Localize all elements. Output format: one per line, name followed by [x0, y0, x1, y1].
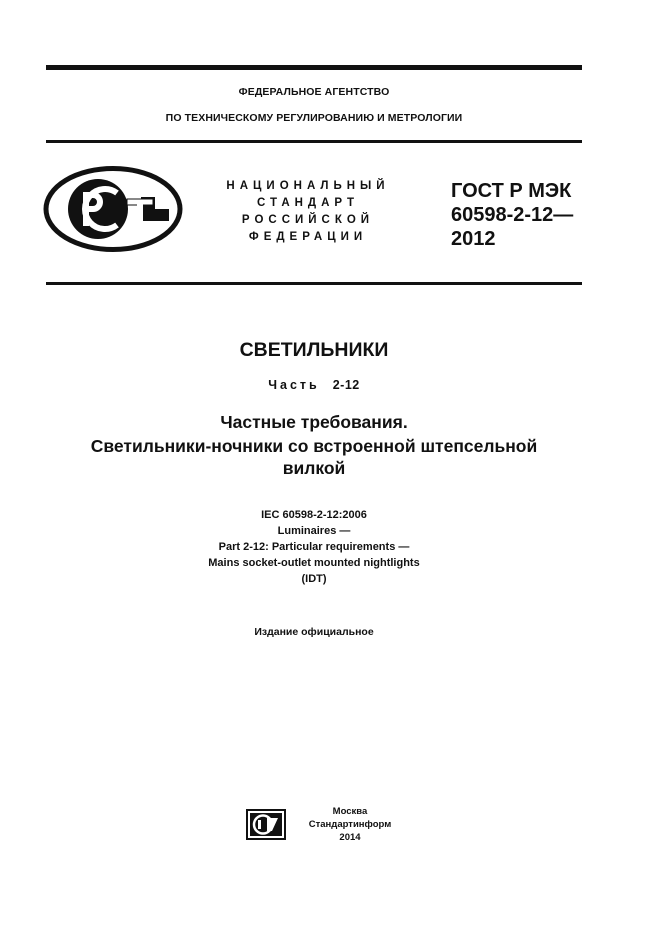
top-rule — [46, 65, 582, 70]
iec-reference-line-5: (IDT) — [301, 573, 327, 585]
publisher-city: Москва — [332, 806, 368, 817]
iec-reference-line-4: Mains socket-outlet mounted nightlights — [208, 557, 420, 569]
standard-type-line-1: НАЦИОНАЛЬНЫЙ — [226, 180, 390, 192]
subtitle-line-2: Светильники-ночники со встроенной штепсельной — [90, 436, 538, 456]
middle-rule — [46, 140, 582, 143]
bottom-rule — [46, 282, 582, 285]
rst-certification-mark-icon — [43, 166, 183, 252]
part-heading — [46, 378, 582, 392]
part-label: Часть — [268, 378, 320, 392]
agency-line-2: ПО ТЕХНИЧЕСКОМУ РЕГУЛИРОВАНИЮ И МЕТРОЛОГИИ — [165, 112, 463, 124]
publisher-name: Стандартинформ — [308, 819, 392, 830]
designation-line-1: ГОСТ Р МЭК — [451, 180, 572, 202]
publisher-year: 2014 — [339, 832, 361, 843]
part-number: 2-12 — [332, 378, 360, 392]
edition-note: Издание официальное — [254, 626, 374, 638]
designation-line-2: 60598-2-12— — [451, 204, 574, 226]
iec-reference-line-3: Part 2-12: Particular requirements — — [218, 541, 410, 553]
subtitle-line-3: вилкой — [282, 458, 346, 478]
standard-type-line-4: ФЕДЕРАЦИИ — [248, 231, 368, 243]
standartinform-logo-icon — [246, 809, 286, 840]
standard-type-line-2: СТАНДАРТ — [257, 197, 359, 209]
iec-reference-line-1: IEC 60598-2-12:2006 — [261, 509, 367, 521]
subtitle-line-1: Частные требования. — [220, 412, 408, 432]
agency-line-1: ФЕДЕРАЛЬНОЕ АГЕНТСТВО — [238, 86, 390, 98]
iec-reference-line-2: Luminaires — — [277, 525, 351, 537]
document-title: СВЕТИЛЬНИКИ — [239, 339, 389, 361]
standard-type-line-3: РОССИЙСКОЙ — [241, 214, 375, 226]
designation-line-3: 2012 — [451, 228, 496, 250]
